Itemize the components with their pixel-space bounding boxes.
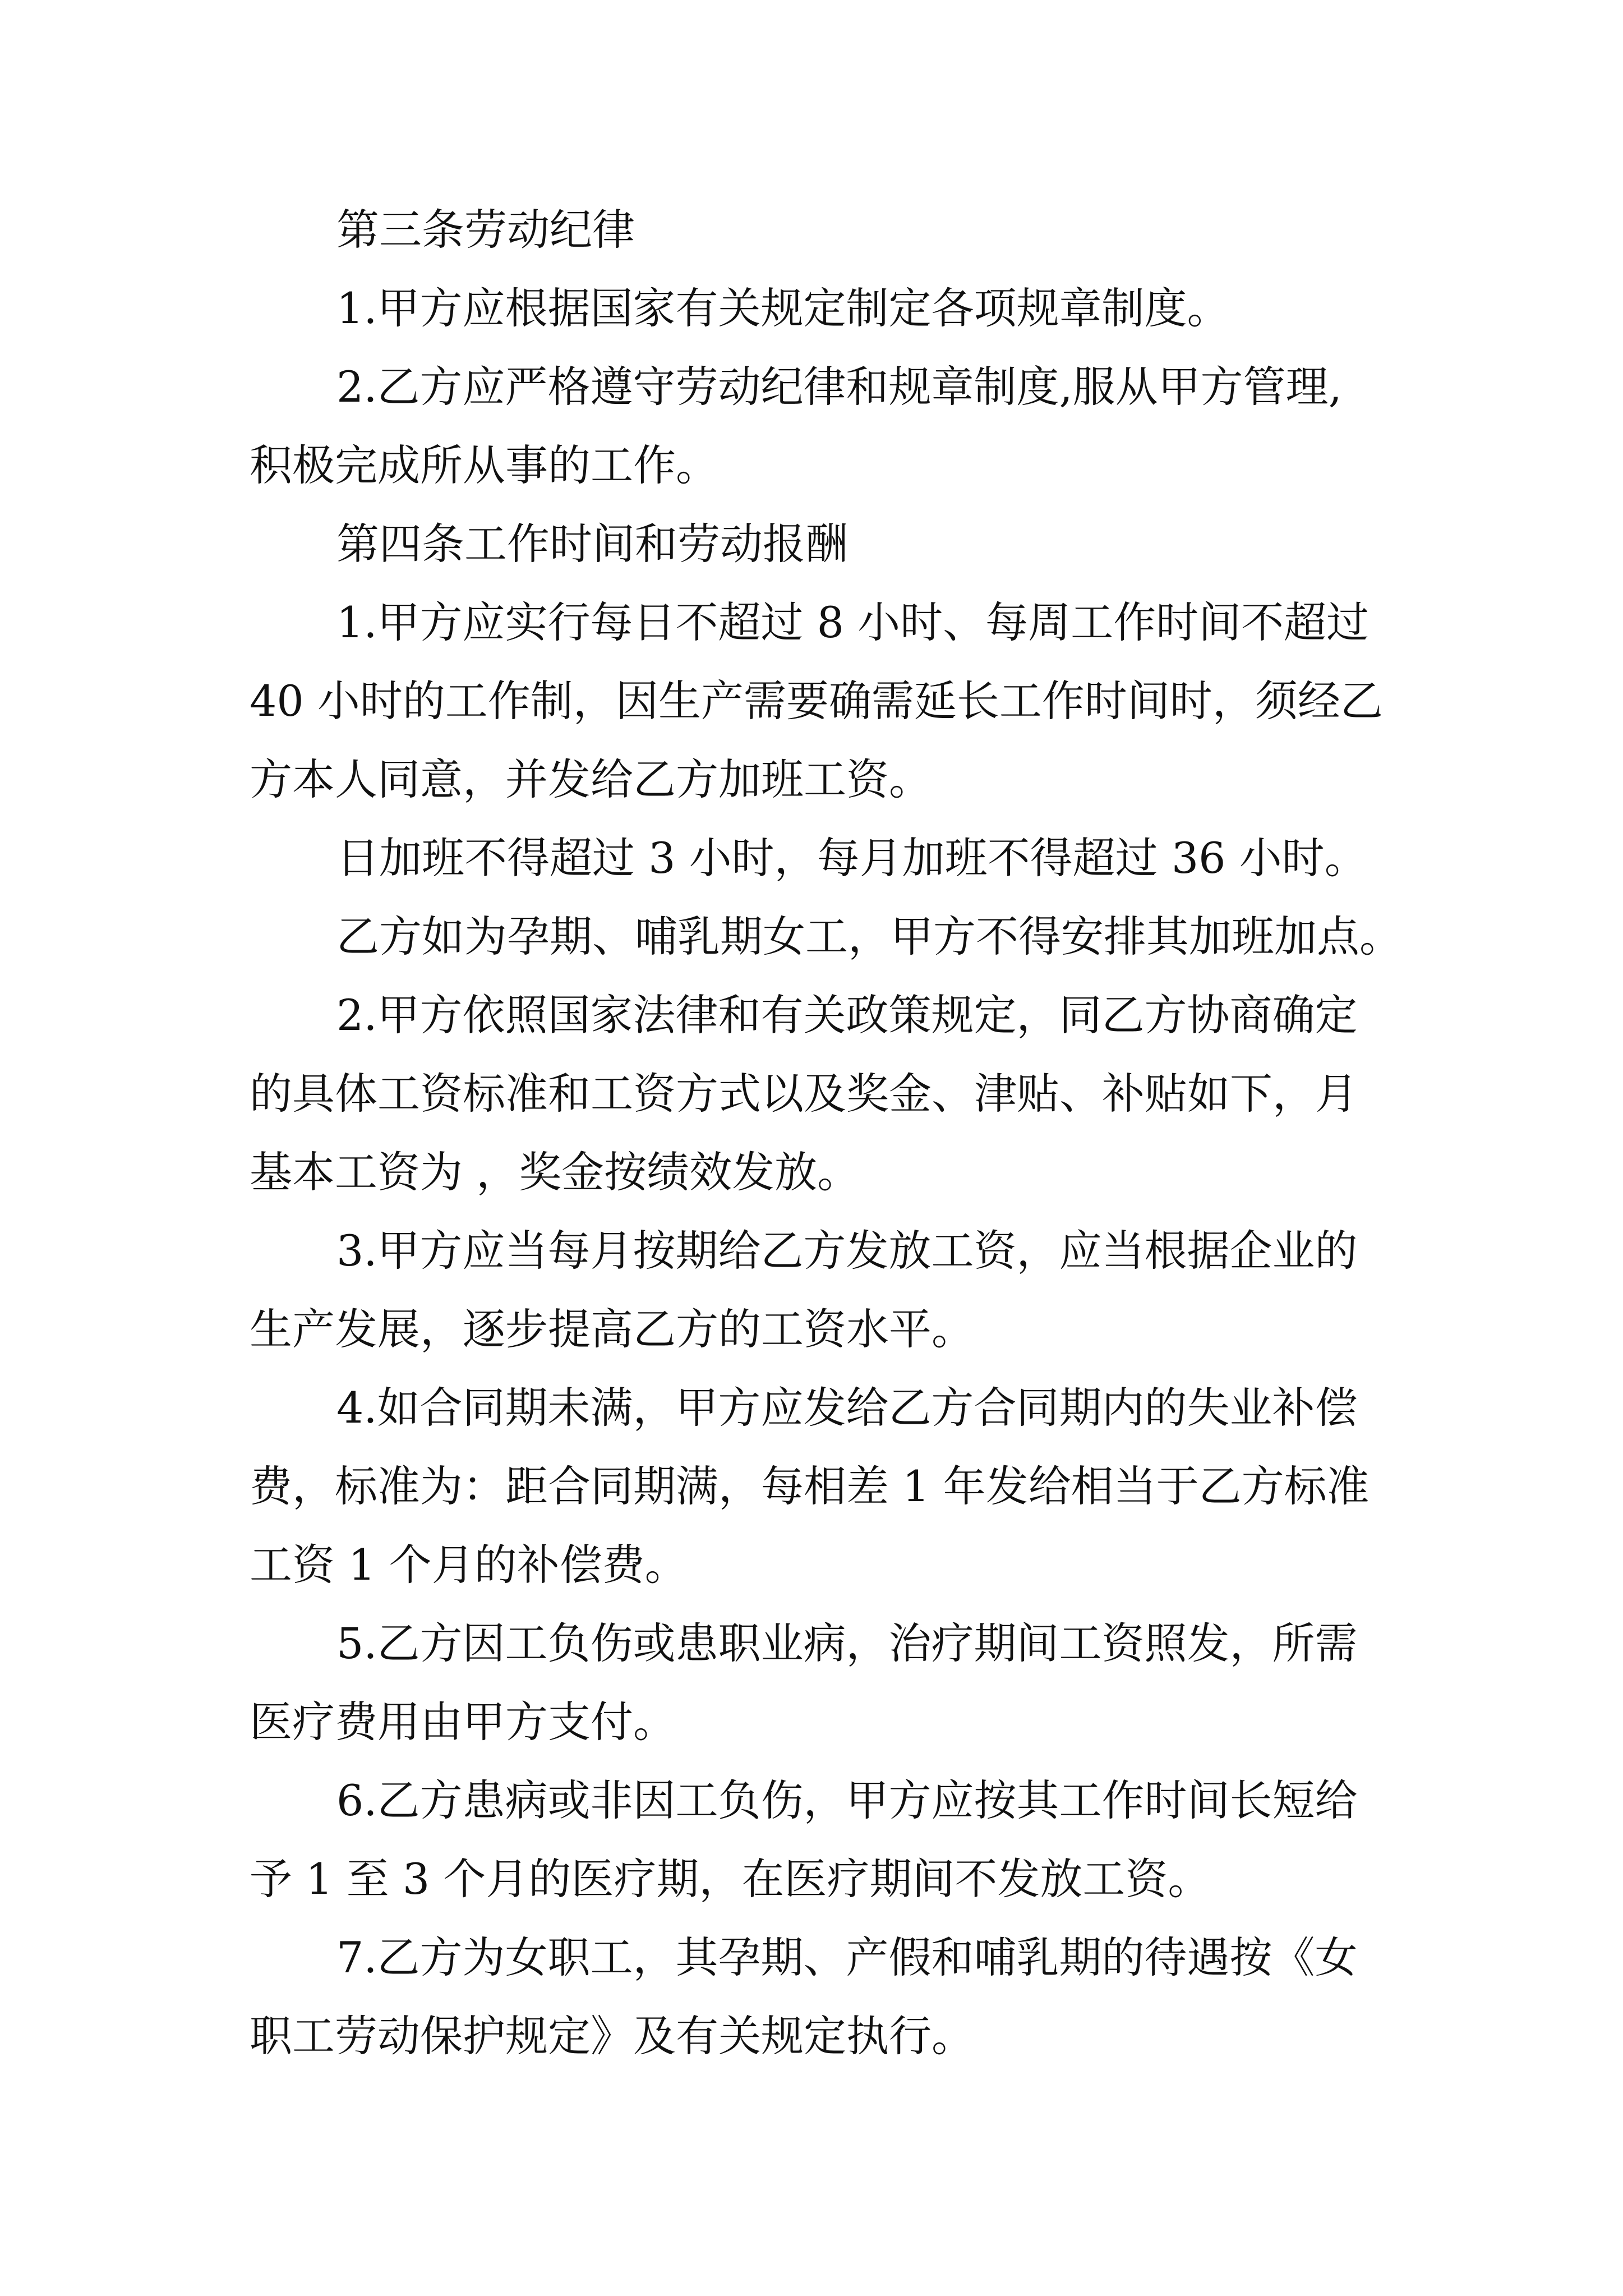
paragraph-line: 生产发展，逐步提高乙方的工资水平。 xyxy=(250,1304,974,1354)
paragraph-line: 6.乙方患病或非因工负伤，甲方应按其工作时间长短给 xyxy=(336,1775,1358,1825)
paragraph-line: 职工劳动保护规定》及有关规定执行。 xyxy=(250,2011,974,2061)
paragraph-line: 40 小时的工作制，因生产需要确需延长工作时间时，须经乙 xyxy=(250,676,1383,726)
paragraph-line: 1.甲方应根据国家有关规定制定各项规章制度。 xyxy=(336,283,1230,333)
paragraph-line: 5.乙方因工负伤或患职业病，治疗期间工资照发，所需 xyxy=(336,1618,1358,1668)
section-heading-3: 第三条劳动纪律 xyxy=(336,205,635,255)
paragraph-line: 费，标准为：距合同期满，每相差 1 年发给相当于乙方标准 xyxy=(250,1461,1370,1511)
paragraph-line: 医疗费用由甲方支付。 xyxy=(250,1697,676,1747)
paragraph-line: 基本工资为 ，奖金按绩效发放。 xyxy=(250,1147,860,1197)
paragraph-line: 乙方如为孕期、哺乳期女工，甲方不得安排其加班加点。 xyxy=(336,912,1402,961)
paragraph-line: 2.甲方依照国家法律和有关政策规定，同乙方协商确定 xyxy=(336,990,1358,1040)
paragraph-line: 的具体工资标准和工资方式以及奖金、津贴、补贴如下，月 xyxy=(250,1069,1358,1119)
paragraph-line: 积极完成所从事的工作。 xyxy=(250,440,718,490)
paragraph-line: 1.甲方应实行每日不超过 8 小时、每周工作时间不超过 xyxy=(336,597,1370,647)
paragraph-line: 方本人同意，并发给乙方加班工资。 xyxy=(250,754,932,804)
paragraph-line: 日加班不得超过 3 小时，每月加班不得超过 36 小时。 xyxy=(336,833,1367,883)
paragraph-line: 4.如合同期未满，甲方应发给乙方合同期内的失业补偿 xyxy=(336,1383,1358,1433)
paragraph-line: 予 1 至 3 个月的医疗期，在医疗期间不发放工资。 xyxy=(250,1854,1211,1904)
paragraph-line: 工资 1 个月的补偿费。 xyxy=(250,1540,688,1590)
paragraph-line: 7.乙方为女职工，其孕期、产假和哺乳期的待遇按《女 xyxy=(336,1932,1358,1982)
paragraph-line: 2.乙方应严格遵守劳动纪律和规章制度,服从甲方管理, xyxy=(336,362,1342,412)
section-heading-4: 第四条工作时间和劳动报酬 xyxy=(336,519,848,569)
paragraph-line: 3.甲方应当每月按期给乙方发放工资，应当根据企业的 xyxy=(336,1226,1358,1276)
